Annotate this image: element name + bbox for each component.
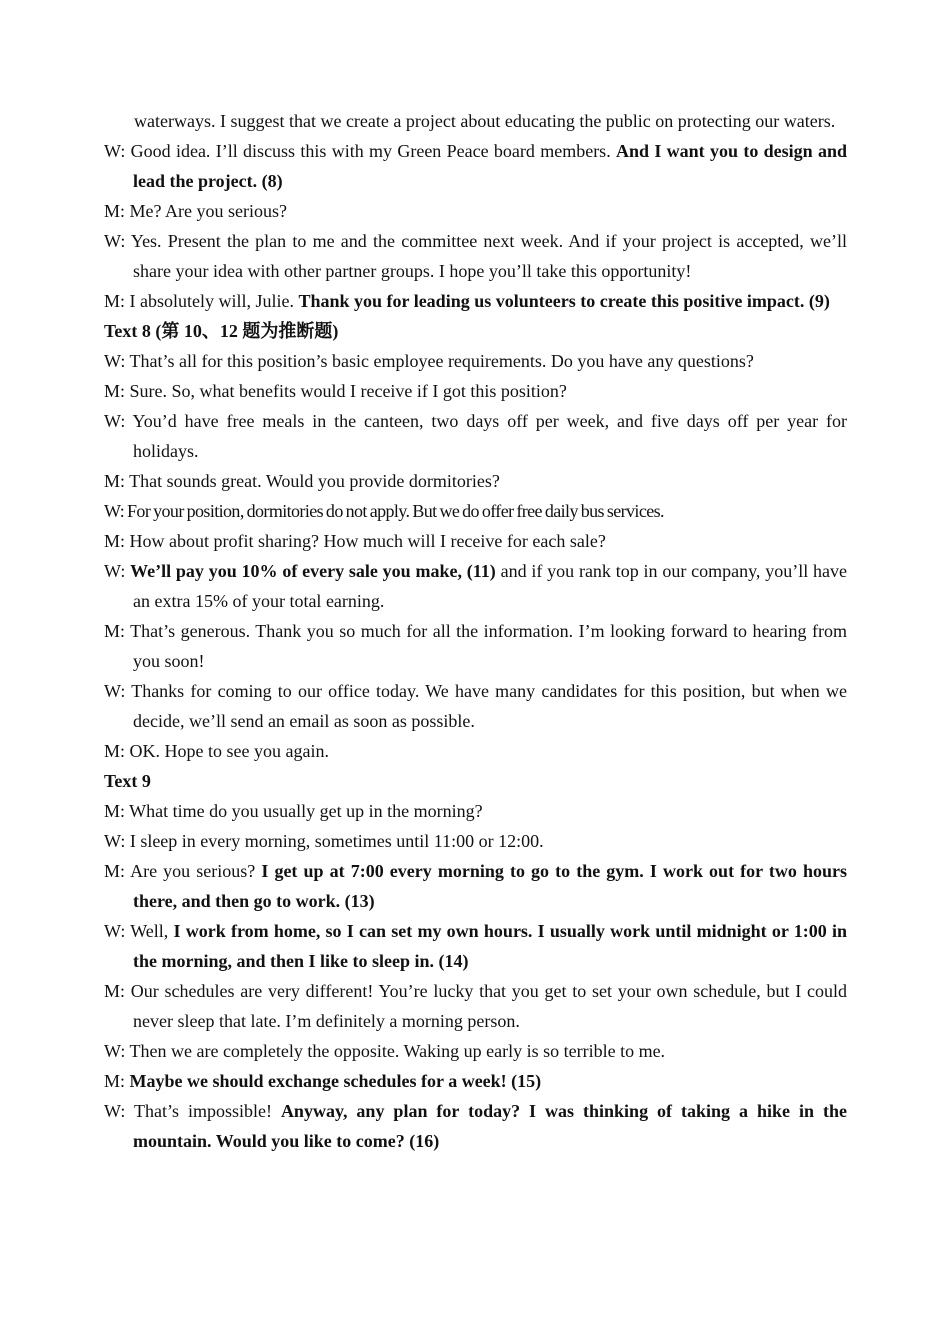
dialogue-line: M: How about profit sharing? How much will I receive for each sale?	[104, 531, 606, 551]
dialogue-line: M: Our schedules are very different! You’re lucky that you get to set your own schedule, but I could never sleep that late. I’m definitely a morning person.	[104, 981, 847, 1031]
dialogue-line: M: Me? Are you serious?	[104, 201, 287, 221]
transcript-body	[104, 106, 847, 1156]
dialogue-line: M: OK. Hope to see you again.	[104, 741, 329, 761]
answer-highlight: Anyway, any plan for today? I was thinking of taking a hike in the mountain. Would you like to come? (16)	[133, 1101, 847, 1151]
dialogue-line: W: For your position, dormitories do not apply. But we do offer free daily bus services.	[104, 501, 664, 521]
dialogue-line: M: That’s generous. Thank you so much for all the information. I’m looking forward to hearing from you soon!	[104, 621, 847, 671]
dialogue-line	[104, 856, 847, 916]
answer-highlight: I work from home, so I can set my own hours. I usually work until midnight or 1:00 in the morning, and then I like to sleep in. (14)	[133, 921, 847, 971]
speaker-text: W:	[104, 561, 131, 581]
answer-highlight: Thank you for leading us volunteers to create this positive impact. (9)	[298, 291, 830, 311]
dialogue-line	[104, 1096, 847, 1156]
dialogue-line	[104, 286, 847, 316]
dialogue-line	[104, 1066, 847, 1096]
dialogue-line: W: You’d have free meals in the canteen, two days off per week, and five days off per year for holidays.	[104, 411, 847, 461]
speaker-text: W: That’s impossible!	[104, 1101, 281, 1121]
answer-highlight: I get up at 7:00 every morning to go to the gym. I work out for two hours there, and then go to work. (13)	[133, 861, 847, 911]
speaker-text: M: Are you serious?	[104, 861, 262, 881]
dialogue-line: M: That sounds great. Would you provide dormitories?	[104, 471, 500, 491]
speaker-text: and if you rank top in our company, you’ll have an extra 15% of your total earning.	[133, 561, 847, 611]
speaker-text: M: I absolutely will, Julie.	[104, 291, 299, 311]
answer-highlight: And I want you to design and lead the project. (8)	[133, 141, 847, 191]
dialogue-line: M: Sure. So, what benefits would I receive if I got this position?	[104, 381, 567, 401]
dialogue-line: W: Yes. Present the plan to me and the committee next week. And if your project is accepted, we’ll share your idea with other partner groups. I hope you’ll take this opportunity!	[104, 231, 847, 281]
dialogue-line	[104, 136, 847, 196]
answer-highlight: Maybe we should exchange schedules for a week! (15)	[129, 1071, 542, 1091]
dialogue-line	[104, 916, 847, 976]
continued-paragraph	[104, 106, 847, 136]
dialogue-line: W: Thanks for coming to our office today. We have many candidates for this position, but when we decide, we’ll send an email as soon as possible.	[104, 681, 847, 731]
speaker-text: W: Good idea. I’ll discuss this with my Green Peace board members.	[104, 141, 617, 161]
section-heading-text9: Text 9	[104, 771, 151, 791]
dialogue-line: W: I sleep in every morning, sometimes until 11:00 or 12:00.	[104, 831, 544, 851]
answer-highlight: We’ll pay you 10% of every sale you make, (11)	[130, 561, 496, 581]
speaker-text: W: Well,	[104, 921, 174, 941]
section-heading-text8: Text 8 (第 10、12 题为推断题)	[104, 321, 339, 341]
dialogue-line	[104, 556, 847, 616]
dialogue-line: M: What time do you usually get up in the morning?	[104, 801, 483, 821]
dialogue-line: W: That’s all for this position’s basic employee requirements. Do you have any questions?	[104, 351, 754, 371]
speaker-text: M:	[104, 1071, 130, 1091]
dialogue-line: W: Then we are completely the opposite. Waking up early is so terrible to me.	[104, 1041, 666, 1061]
text-line: waterways. I suggest that we create a project about educating the public on protecting our waters.	[134, 111, 836, 131]
